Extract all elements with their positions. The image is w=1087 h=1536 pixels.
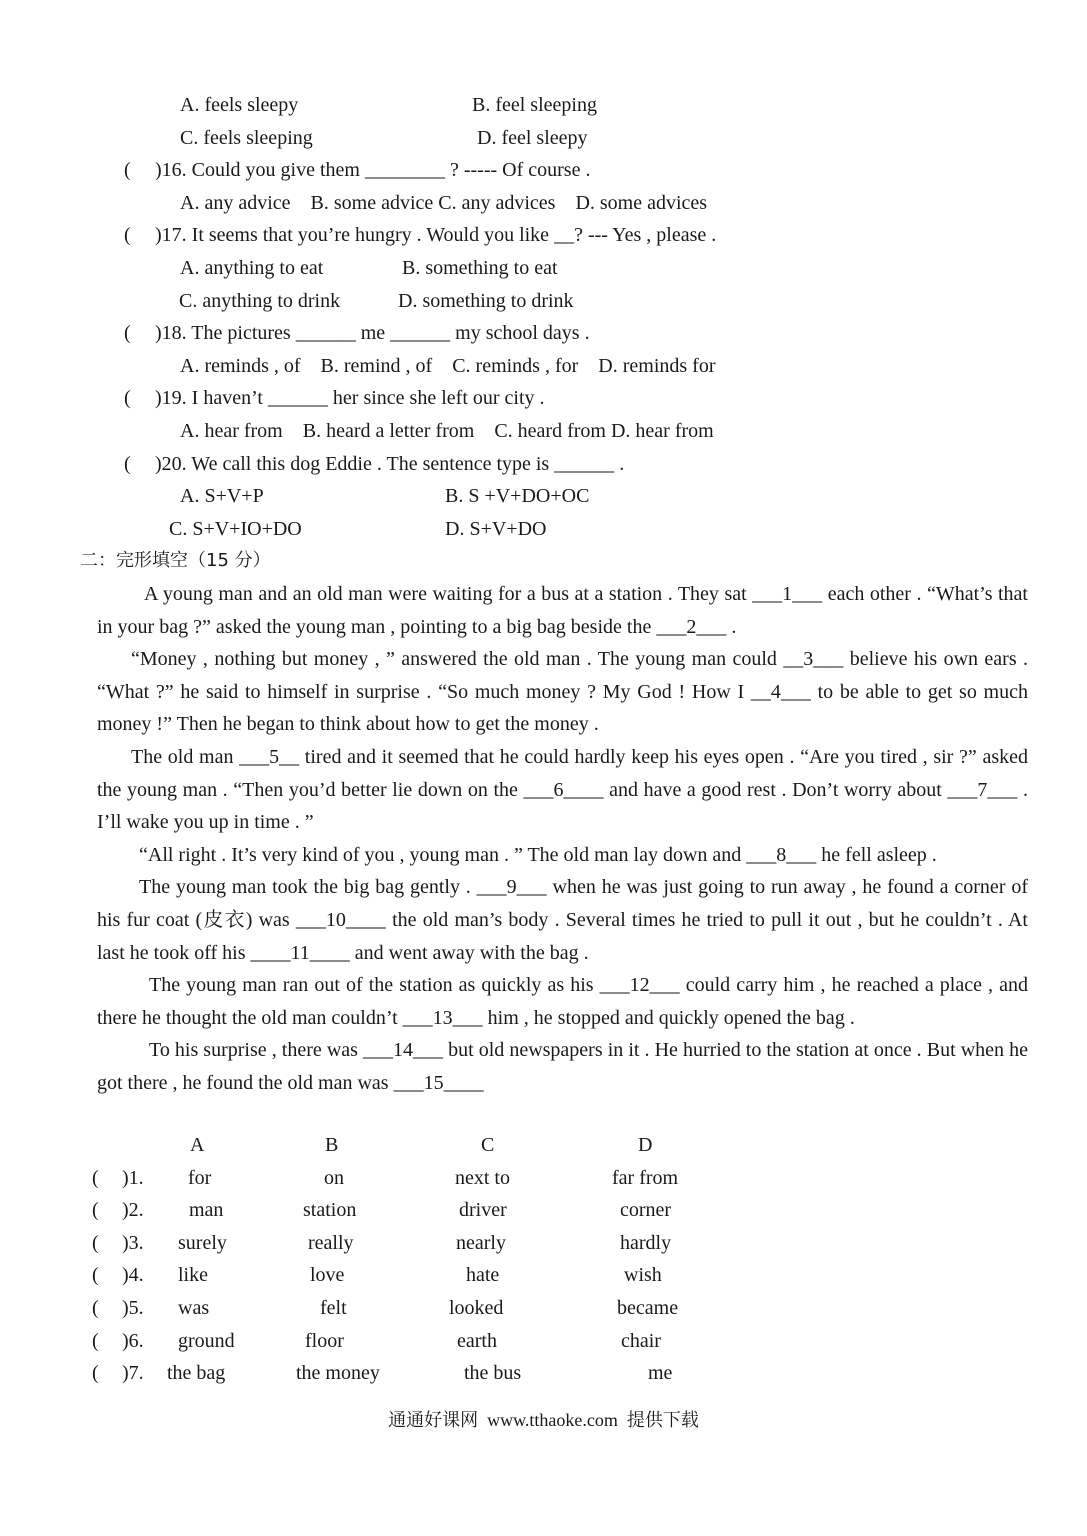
option-c: hate <box>466 1264 500 1287</box>
item-number: )4. <box>122 1264 144 1287</box>
question-text: )18. The pictures ______ me ______ my school days . <box>155 322 590 345</box>
option-b: the money <box>296 1362 380 1385</box>
option-line <box>0 187 1087 220</box>
option-a: for <box>188 1166 212 1189</box>
option-b: floor <box>305 1329 344 1352</box>
options-header-row <box>0 1129 1087 1162</box>
item-number: )7. <box>122 1362 144 1385</box>
option-a: A. S+V+P <box>180 485 264 508</box>
answer-bracket: ( <box>92 1264 99 1287</box>
option-b: station <box>303 1199 357 1222</box>
option-d: far from <box>612 1166 679 1189</box>
options-row <box>0 1259 1087 1292</box>
option-line <box>0 252 1087 285</box>
option-line <box>0 285 1087 318</box>
option-c: looked <box>449 1296 504 1319</box>
option-line <box>0 415 1087 448</box>
answer-bracket: ( <box>92 1362 99 1385</box>
passage-paragraph: The young man took the big bag gently . ___9___ when he was just going to run away , he found a corner of his fur coat (皮衣) was ___10____ the old man’s body . Several times he tried to pull it out , but he couldn’t . At last he took off his ____11____ and went away with the bag . <box>97 876 1028 964</box>
section-title: 二：完形填空（15 分） <box>80 550 271 571</box>
option-line <box>0 122 1087 155</box>
options-text: A. hear from B. heard a letter from C. heard from D. hear from <box>180 419 714 442</box>
option-a: was <box>178 1296 210 1319</box>
options-row <box>0 1162 1087 1195</box>
passage-paragraph: The old man ___5__ tired and it seemed that he could hardly keep his eyes open . “Are you tired , sir ?” asked the young man . “Then you’d better lie down on the ___6____ and have a good rest . Don’t worry about ___7___ . I’ll wake you up in time . ” <box>97 745 1028 834</box>
option-c: driver <box>459 1199 507 1222</box>
passage-paragraph: The young man ran out of the station as quickly as his ___12___ could carry him , he reached a place , and there he thought the old man couldn’t ___13___ him , he stopped and quickly opened the bag . <box>97 974 1028 1029</box>
answer-bracket: ( <box>92 1231 99 1254</box>
option-d: became <box>617 1296 679 1319</box>
answer-bracket: ( <box>92 1166 99 1189</box>
question-20 <box>0 448 1087 481</box>
answer-bracket: ( <box>124 452 131 475</box>
column-header-b: B <box>325 1134 339 1156</box>
option-b: B. feel sleeping <box>472 94 597 116</box>
answer-bracket: ( <box>124 224 131 247</box>
option-c: C. S+V+IO+DO <box>169 517 302 540</box>
option-d: chair <box>621 1329 661 1352</box>
option-c: C. feels sleeping <box>180 126 313 149</box>
options-row <box>0 1325 1087 1358</box>
passage-paragraph: “All right . It’s very kind of you , young man . ” The old man lay down and ___8___ he fell asleep . <box>139 843 937 866</box>
option-c: earth <box>457 1329 497 1352</box>
option-c: next to <box>455 1166 510 1189</box>
item-number: )2. <box>122 1199 144 1222</box>
option-b: love <box>310 1264 345 1287</box>
option-c: the bus <box>464 1362 522 1385</box>
option-d: hardly <box>620 1231 672 1254</box>
options-row <box>0 1357 1087 1390</box>
option-a: the bag <box>167 1362 226 1385</box>
passage-paragraph: A young man and an old man were waiting for a bus at a station . They sat ___1___ each other . “What’s that in your bag ?” asked the young man , pointing to a big bag beside the ___2___ . <box>97 583 1028 638</box>
option-b: on <box>324 1166 344 1189</box>
option-d: corner <box>620 1199 672 1222</box>
option-c: nearly <box>456 1231 506 1254</box>
option-line <box>0 350 1087 383</box>
question-text: )20. We call this dog Eddie . The sentence type is ______ . <box>155 452 625 475</box>
option-b: felt <box>320 1296 347 1319</box>
option-d: D. feel sleepy <box>477 126 588 149</box>
options-text: A. reminds , of B. remind , of C. reminds , for D. reminds for <box>180 354 716 377</box>
question-19 <box>0 382 1087 415</box>
option-a: A. feels sleepy <box>180 94 299 116</box>
cloze-options-table <box>0 1129 1087 1390</box>
cloze-passage <box>97 578 1028 1100</box>
options-text: A. any advice B. some advice C. any advices D. some advices <box>180 191 708 214</box>
option-a: ground <box>178 1329 235 1352</box>
option-b: really <box>308 1231 354 1254</box>
options-row <box>0 1194 1087 1227</box>
multiple-choice-section <box>0 89 1087 545</box>
answer-bracket: ( <box>124 387 131 410</box>
option-c: C. anything to drink <box>179 289 341 312</box>
option-a: A. anything to eat <box>180 256 324 279</box>
option-d: D. S+V+DO <box>445 517 547 540</box>
answer-bracket: ( <box>92 1199 99 1222</box>
passage-paragraph: “Money , nothing but money , ” answered the old man . The young man could __3___ believe his own ears . “What ?” he said to himself in surprise . “So much money ? My God ! How I __4___ to be able to get so much money !” Then he began to think about how to get the money . <box>97 648 1028 736</box>
question-text: )17. It seems that you’re hungry . Would you like __? --- Yes , please . <box>155 224 717 247</box>
item-number: )6. <box>122 1329 144 1352</box>
page-footer: 通通好课网 www.tthaoke.com 提供下载 <box>388 1410 699 1430</box>
answer-bracket: ( <box>124 159 131 182</box>
option-d: me <box>648 1362 673 1385</box>
column-header-d: D <box>638 1134 653 1156</box>
passage-paragraph: To his surprise , there was ___14___ but old newspapers in it . He hurried to the station at once . But when he got there , he found the old man was ___15____ <box>97 1039 1028 1094</box>
column-header-a: A <box>190 1134 205 1156</box>
column-header-c: C <box>481 1134 495 1156</box>
item-number: )1. <box>122 1166 144 1189</box>
question-text: )19. I haven’t ______ her since she left our city . <box>155 387 545 410</box>
options-row <box>0 1292 1087 1325</box>
option-line <box>0 480 1087 513</box>
item-number: )5. <box>122 1296 144 1319</box>
option-a: man <box>189 1199 224 1222</box>
option-d: wish <box>624 1264 662 1287</box>
question-16 <box>0 154 1087 187</box>
answer-bracket: ( <box>92 1296 99 1319</box>
options-row <box>0 1227 1087 1260</box>
answer-bracket: ( <box>92 1329 99 1352</box>
option-b: B. something to eat <box>402 256 558 279</box>
option-b: B. S +V+DO+OC <box>445 485 590 508</box>
answer-bracket: ( <box>124 322 131 345</box>
option-a: surely <box>178 1231 227 1254</box>
item-number: )3. <box>122 1231 144 1254</box>
option-line <box>0 513 1087 546</box>
question-17 <box>0 219 1087 252</box>
question-18 <box>0 317 1087 350</box>
option-a: like <box>178 1264 208 1287</box>
question-text: )16. Could you give them ________ ? ----- Of course . <box>155 159 591 182</box>
option-line <box>0 89 1087 122</box>
option-d: D. something to drink <box>398 289 574 312</box>
